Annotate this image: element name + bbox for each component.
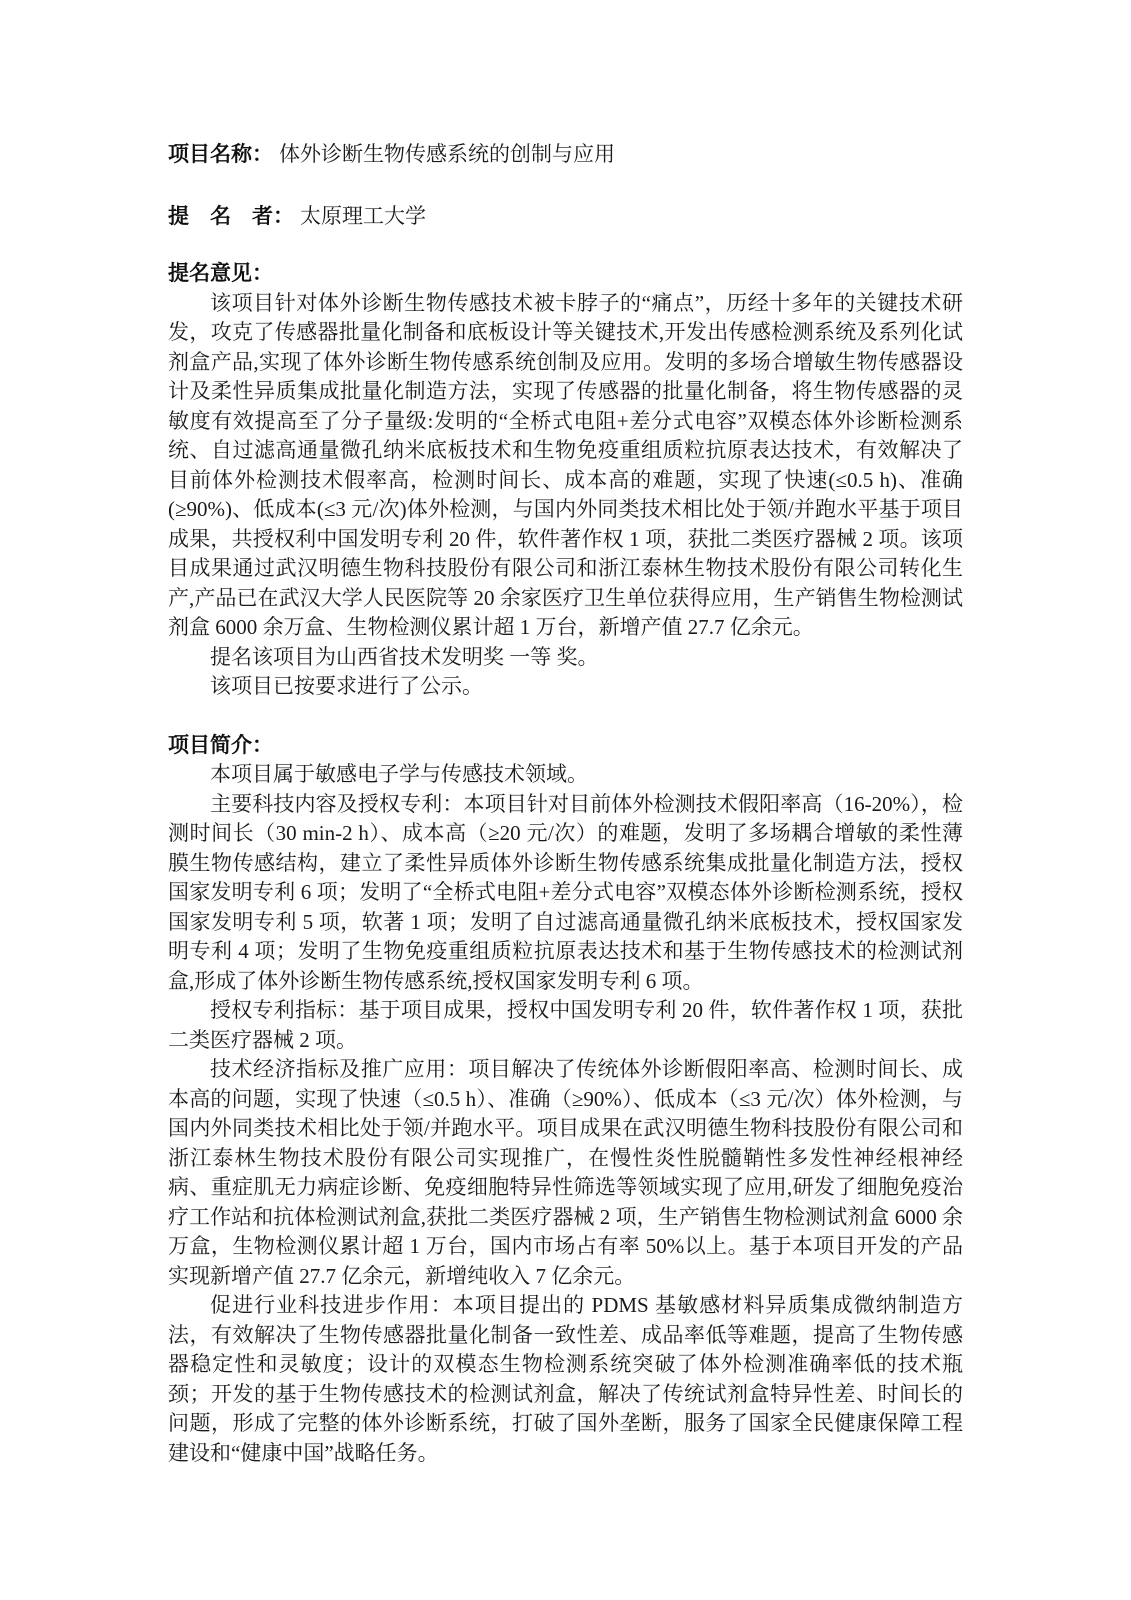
opinion-heading: 提名意见： [168, 261, 273, 285]
opinion-paragraphs [168, 289, 963, 702]
paragraph: 主要科技内容及授权专利：本项目针对目前体外检测技术假阳率高（16-20%），检测时间长（30 min-2 h）、成本高（≥20 元/次）的难题，发明了多场耦合增敏的柔性薄膜生物传感结构，建立了柔性异质体外诊断生物传感系统集成批量化制造方法，授权国家发明专利 6 项；发明了“全桥式电阻+差分式电容”双模态体外诊断检测系统，授权国家发明专利 5 项，软著 1 项；发明了自过滤高通量微孔纳米底板技术，授权国家发明专利 4 项；发明了生物免疫重组质粒抗原表达技术和基于生物传感技术的检测试剂盒,形成了体外诊断生物传感系统,授权国家发明专利 6 项。 [168, 791, 963, 993]
paragraph: 该项目针对体外诊断生物传感技术被卡脖子的“痛点”，历经十多年的关键技术研发，攻克了传感器批量化制备和底板设计等关键技术,开发出传感检测系统及系列化试剂盒产品,实现了体外诊断生物传感系统创制及应用。发明的多场合增敏生物传感器设计及柔性异质集成批量化制造方法，实现了传感器的批量化制备，将生物传感器的灵敏度有效提高至了分子量级:发明的“全桥式电阻+差分式电容”双模态体外诊断检测系统、自过滤高通量微孔纳米底板技术和生物免疫重组质粒抗原表达技术，有效解决了目前体外检测技术假率高，检测时间长、成本高的难题，实现了快速(≤0.5 h)、准确(≥90%)、低成本(≤3 元/次)体外检测，与国内外同类技术相比处于领/并跑水平基于项目成果，共授权利中国发明专利 20 件，软件著作权 1 项，获批二类医疗器械 2 项。该项目成果通过武汉明德生物科技股份有限公司和浙江泰林生物技术股份有限公司转化生产,产品已在武汉大学人民医院等 20 余家医疗卫生单位获得应用，生产销售生物检测试剂盒 6000 余万盒、生物检测仪累计超 1 万台，新增产值 27.7 亿余元。 [168, 290, 963, 639]
nominator-row [168, 202, 963, 232]
nominator-label: 提 名 者： [168, 203, 294, 228]
paragraph: 技术经济指标及推广应用：项目解决了传统体外诊断假阳率高、检测时间长、成本高的问题，实现了快速（≤0.5 h）、准确（≥90%）、低成本（≤3 元/次）体外检测，与国内外同类技术相比处于领/并跑水平。项目成果在武汉明德生物科技股份有限公司和浙江泰林生物技术股份有限公司实现推广，在慢性炎性脱髓鞘性多发性神经根神经病、重症肌无力病症诊断、免疫细胞特异性筛选等领域实现了应用,研发了细胞免疫治疗工作站和抗体检测试剂盒,获批二类医疗器械 2 项，生产销售生物检测试剂盒 6000 余万盒，生物检测仪累计超 1 万台，国内市场占有率 50%以上。基于本项目开发的产品实现新增产值 27.7 亿余元，新增纯收入 7 亿余元。 [168, 1057, 963, 1288]
project-name-row [168, 140, 963, 170]
paragraph: 该项目已按要求进行了公示。 [210, 674, 483, 698]
paragraph: 提名该项目为山西省技术发明奖 一等 奖。 [210, 644, 599, 669]
paragraph: 促进行业科技进步作用：本项目提出的 PDMS 基敏感材料异质集成微纳制造方法，有效解决了生物传感器批量化制备一致性差、成品率低等难题，提高了生物传感器稳定性和灵敏度；设计的双模态生物检测系统突破了体外检测准确率低的技术瓶颈；开发的基于生物传感技术的检测试剂盒，解决了传统试剂盒特异性差、时间长的问题，形成了完整的体外诊断系统，打破了国外垄断，服务了国家全民健康保障工程建设和“健康中国”战略任务。 [168, 1293, 963, 1465]
intro-heading: 项目简介： [168, 732, 273, 757]
intro-paragraphs [168, 760, 963, 1468]
opinion-section [168, 259, 963, 702]
project-name-label: 项目名称： [168, 142, 273, 166]
nominator-value: 太原理工大学 [300, 203, 426, 228]
intro-section [168, 731, 963, 1469]
paragraph: 本项目属于敏感电子学与传感技术领域。 [210, 762, 588, 786]
paragraph: 授权专利指标：基于项目成果，授权中国发明专利 20 件，软件著作权 1 项，获批二类医疗器械 2 项。 [168, 998, 963, 1052]
project-name-value: 体外诊断生物传感系统的创制与应用 [279, 142, 615, 166]
